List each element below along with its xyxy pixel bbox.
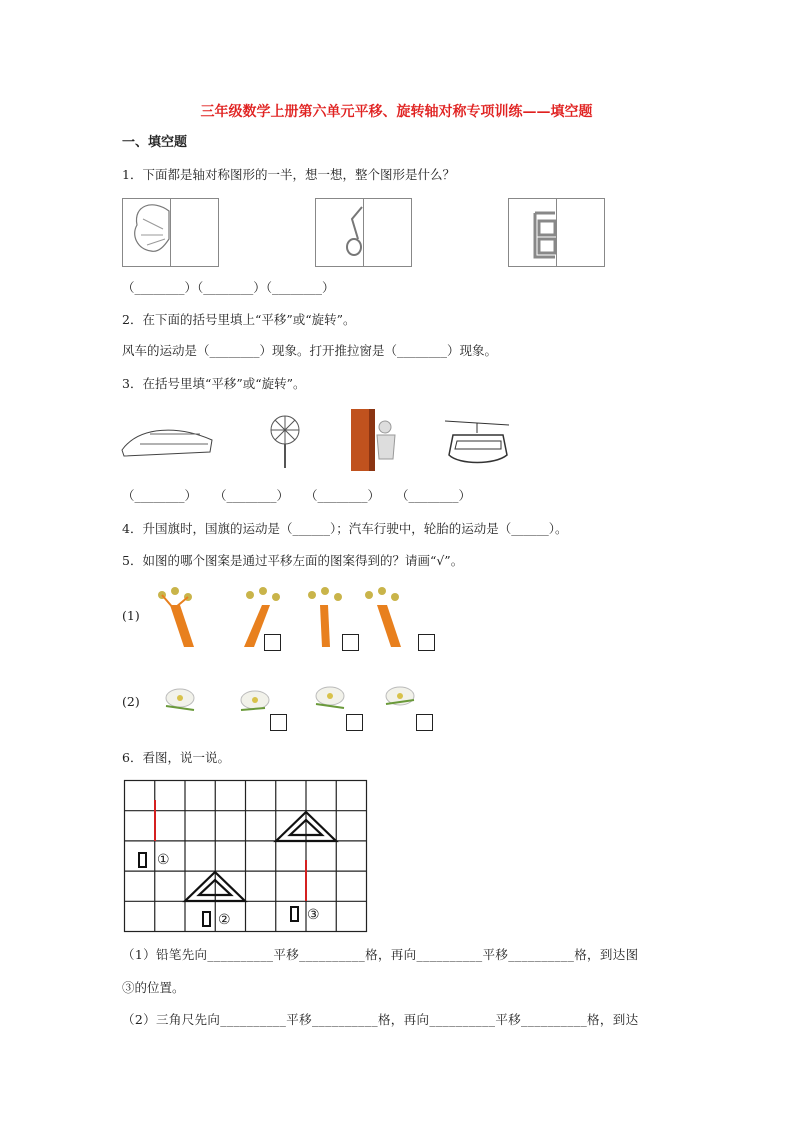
q3-blank-4[interactable]: （________） — [396, 488, 472, 503]
cable-car-icon — [445, 415, 510, 467]
scissors-half-figure — [315, 198, 412, 267]
flower-option-2-icon — [310, 680, 350, 715]
q2-fill-line[interactable]: 风车的运动是（________）现象。打开推拉窗是（________）现象。 — [122, 343, 498, 358]
question-2: 2．在下面的括号里填上“平移”或“旋转”。 — [122, 312, 356, 327]
mark-3: ③ — [307, 907, 320, 923]
q5-row2-checkbox-3[interactable] — [416, 714, 433, 731]
character-half-figure — [508, 198, 605, 267]
butterfly-icon — [123, 199, 171, 266]
q3-blank-2[interactable]: （________） — [214, 488, 290, 503]
q6-line-3[interactable]: （2）三角尺先向__________平移__________格，再向__________平移__________格，到达 — [122, 1012, 639, 1027]
tree-original-icon — [150, 585, 200, 650]
q3-blank-1[interactable]: （________） — [122, 488, 198, 503]
pinwheel-icon — [265, 412, 305, 470]
q3-blank-3[interactable]: （________） — [305, 488, 381, 503]
q5-row1-checkbox-3[interactable] — [418, 634, 435, 651]
train-icon — [120, 420, 215, 460]
pencil-2-icon — [203, 912, 210, 926]
door-person-icon — [345, 405, 405, 473]
page-title: 三年级数学上册第六单元平移、旋转轴对称专项训练——填空题 — [200, 104, 593, 120]
scissors-icon — [316, 199, 364, 266]
q5-row2-label: (2) — [122, 694, 140, 709]
flower-option-1-icon — [235, 684, 275, 719]
question-4[interactable]: 4．升国旗时，国旗的运动是（______）；汽车行驶中，轮胎的运动是（______）。 — [122, 521, 568, 536]
pencil-3-icon — [291, 907, 298, 921]
q6-line-2: ③的位置。 — [122, 980, 185, 995]
mark-1: ① — [157, 852, 170, 868]
q5-row1-label: (1) — [122, 608, 140, 623]
q5-row2-checkbox-1[interactable] — [270, 714, 287, 731]
section-heading: 一、填空题 — [122, 135, 188, 150]
butterfly-half-figure — [122, 198, 219, 267]
flower-option-3-icon — [380, 680, 420, 715]
q1-answer-blanks[interactable]: （________）（________）（________） — [122, 280, 335, 295]
question-1: 1．下面都是轴对称图形的一半，想一想，整个图形是什么？ — [122, 167, 455, 182]
mark-2: ② — [218, 912, 231, 928]
tree-option-3-icon — [357, 585, 407, 650]
pencil-1-icon — [139, 853, 146, 867]
question-5: 5．如图的哪个图案是通过平移左面的图案得到的？请画“√”。 — [122, 553, 464, 568]
q5-row2-checkbox-2[interactable] — [346, 714, 363, 731]
flower-original-icon — [160, 682, 200, 717]
question-3: 3．在括号里填“平移”或“旋转”。 — [122, 376, 306, 391]
question-6: 6．看图，说一说。 — [122, 750, 230, 765]
q5-row1-checkbox-1[interactable] — [264, 634, 281, 651]
q6-line-1[interactable]: （1）铅笔先向__________平移__________格，再向__________平移__________格，到达图 — [122, 947, 639, 962]
character-shape-icon — [509, 199, 557, 266]
